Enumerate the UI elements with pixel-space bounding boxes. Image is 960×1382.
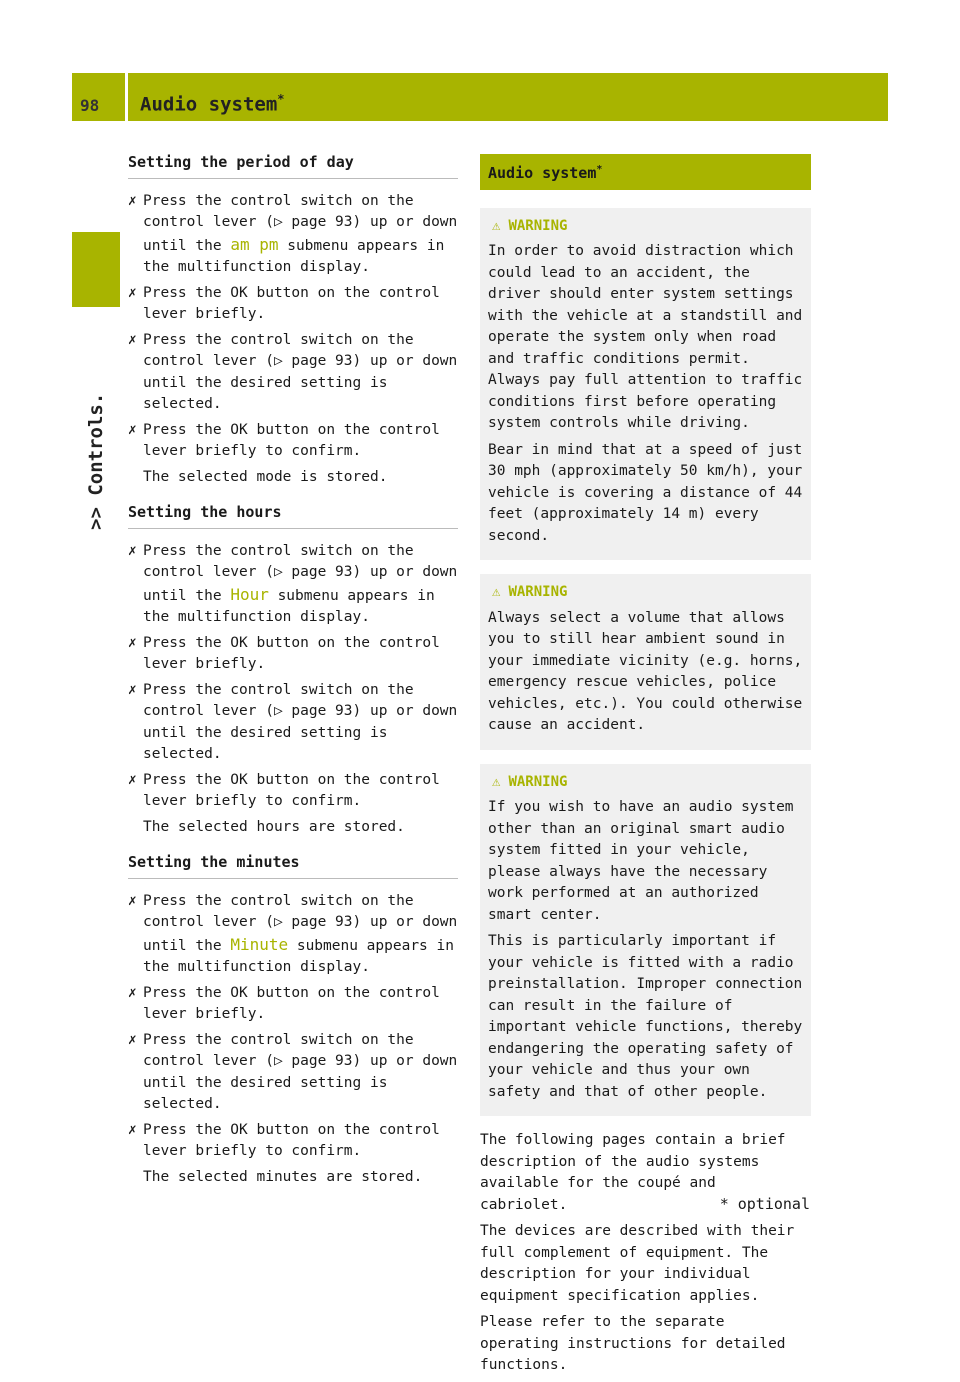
heading-text: Audio system (488, 164, 597, 182)
header-divider (125, 73, 128, 121)
warning-text: Always select a volume that allows you to still hear ambient sound in your immediate vicinity (e.g. horns, emergency rescue vehicles, police vehicles, etc.). You could otherwise cause an accident. (488, 609, 803, 733)
body-text (480, 1130, 811, 1377)
warning-title: WARNING (508, 217, 568, 234)
warning-triangle-icon: ⚠ (492, 217, 501, 234)
step-marker-icon: ✗ (128, 421, 137, 438)
step-marker-icon: ✗ (128, 542, 137, 559)
footnote-star: * (719, 1195, 729, 1213)
menu-name: Minute (230, 934, 289, 954)
step-text: Press the OK button on the control lever briefly to confirm. (143, 421, 440, 459)
step (128, 1120, 458, 1163)
menu-name: am pm (230, 234, 279, 254)
page-number: 98 (80, 96, 100, 115)
step (128, 983, 458, 1026)
warning-box (480, 764, 811, 1117)
section-period-of-day (128, 152, 458, 488)
paragraph: Please refer to the separate operating instructions for detailed functions. (480, 1314, 786, 1373)
step-text: Press the control switch on the control lever (▷ page 93) up or down until the desired setting is selected. (143, 331, 458, 412)
page-title-text: Audio system (140, 93, 278, 116)
warning-heading (488, 582, 803, 604)
step-marker-icon: ✗ (128, 192, 137, 209)
warning-heading (488, 216, 803, 238)
step-marker-icon: ✗ (128, 984, 137, 1001)
step (128, 541, 458, 629)
warning-text: If you wish to have an audio system other than an original smart audio system fitted in your vehicle, please always have the necessary work performed at an authorized smart center. (488, 799, 794, 923)
step-marker-icon: ✗ (128, 1121, 137, 1138)
step (128, 283, 458, 326)
step-marker-icon: ✗ (128, 892, 137, 909)
step-result: The selected minutes are stored. (143, 1168, 423, 1185)
step (128, 420, 458, 463)
step-text: Press the control switch on the control lever (▷ page 93) up or down until the (143, 192, 458, 254)
step-text: Press the OK button on the control lever briefly. (143, 284, 440, 322)
warning-title: WARNING (508, 773, 568, 790)
left-column (128, 152, 458, 1188)
section-minutes (128, 852, 458, 1188)
step-text: Press the OK button on the control lever briefly to confirm. (143, 1121, 440, 1159)
step-text: Press the control switch on the control lever (▷ page 93) up or down until the (143, 542, 458, 604)
step-text: Press the OK button on the control lever briefly. (143, 634, 440, 672)
warning-triangle-icon: ⚠ (492, 584, 501, 600)
step (128, 891, 458, 979)
section-heading: Setting the minutes (128, 852, 458, 879)
footnote (720, 1195, 810, 1213)
warning-triangle-icon: ⚠ (492, 773, 501, 790)
step-marker-icon: ✗ (128, 634, 137, 651)
section-heading: Setting the hours (128, 502, 458, 529)
step-text: Press the OK button on the control lever briefly to confirm. (143, 771, 440, 809)
paragraph: The devices are described with their full complement of equipment. The description for your individual equipment specification applies. (480, 1223, 795, 1304)
page-title (140, 92, 285, 115)
step-marker-icon: ✗ (128, 1031, 137, 1048)
step-text: Press the control switch on the control lever (▷ page 93) up or down until the desired setting is selected. (143, 681, 458, 762)
step-text: submenu appears in the multifunction display. (143, 937, 454, 975)
optional-star: * (596, 164, 603, 175)
step (128, 770, 458, 813)
menu-name: Hour (230, 584, 269, 604)
step (128, 330, 458, 416)
warning-text: In order to avoid distraction which could lead to an accident, the driver should enter system settings with the vehicle at a standstill and operate the system only when road and traffic conditions permit. Always pay full attention to traffic conditions first before operating system controls while driving. (488, 243, 803, 431)
step (128, 633, 458, 676)
warning-heading (488, 772, 803, 794)
section-heading: Setting the period of day (128, 152, 458, 179)
paragraph: The following pages contain a brief description of the audio systems available for the coupé and cabriolet. (480, 1132, 786, 1213)
step-marker-icon: ✗ (128, 771, 137, 788)
step-text: submenu appears in the multifunction display. (143, 237, 445, 275)
step-marker-icon: ✗ (128, 284, 137, 301)
step-marker-icon: ✗ (128, 331, 137, 348)
step (128, 191, 458, 279)
section-heading-audio (480, 154, 811, 190)
step-text: submenu appears in the multifunction display. (143, 587, 435, 625)
step (128, 1030, 458, 1116)
warning-text: This is particularly important if your vehicle is fitted with a radio preinstallation. Improper connection can result in the failure of important vehicle functions, thereby endangering the operating safety of your vehicle and thus your own safety and that of other people. (488, 933, 803, 1100)
step (128, 680, 458, 766)
optional-star: * (277, 92, 285, 106)
step-marker-icon: ✗ (128, 681, 137, 698)
footnote-text: optional (737, 1195, 810, 1213)
warning-text: Bear in mind that at a speed of just 30 mph (approximately 50 km/h), your vehicle is covering a distance of 44 feet (approximately 14 m) every second. (488, 441, 803, 544)
step-text: Press the control switch on the control lever (▷ page 93) up or down until the desired setting is selected. (143, 1031, 458, 1112)
warning-box (480, 208, 811, 561)
step-result: The selected mode is stored. (143, 468, 388, 485)
step-result: The selected hours are stored. (143, 818, 405, 835)
warning-title: WARNING (508, 584, 568, 600)
side-tab-label: >> Controls. (85, 392, 107, 530)
side-tab (72, 232, 120, 307)
section-hours (128, 502, 458, 838)
step-text: Press the OK button on the control lever briefly. (143, 984, 440, 1022)
warning-box (480, 574, 811, 750)
step-text: Press the control switch on the control lever (▷ page 93) up or down until the (143, 892, 458, 954)
